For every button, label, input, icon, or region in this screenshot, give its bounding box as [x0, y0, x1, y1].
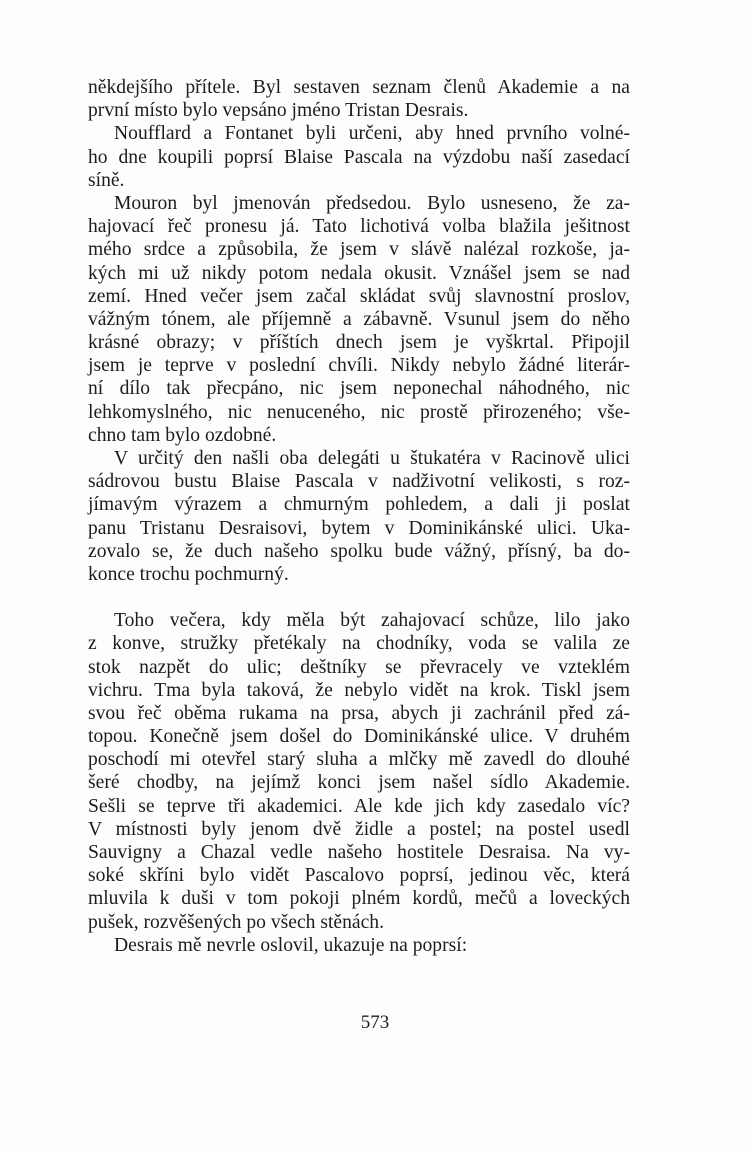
- text-line: ní dílo tak přecpáno, nic jsem neponechal náhodného, nic: [88, 378, 630, 400]
- text-line: kých mi už nikdy potom nedala okusit. Vznášel jsem se nad: [88, 262, 630, 284]
- text-line: z konve, stružky přetékaly na chodníky, voda se valila ze: [88, 633, 630, 655]
- paragraph: [88, 76, 630, 122]
- text-line: síně.: [88, 169, 125, 191]
- text-line: topou. Konečně jsem došel do Dominikánské ulice. V druhém: [88, 726, 630, 748]
- text-line: V určitý den našli oba delegáti u štukatéra v Racinově ulici: [114, 448, 630, 469]
- text-line: konce trochu pochmurný.: [88, 563, 289, 585]
- text-line: panu Tristanu Desraisovi, bytem v Dominikánské ulici. Uka-: [88, 517, 630, 539]
- text-line: Toho večera, kdy měla být zahajovací schůze, lilo jako: [114, 610, 630, 632]
- text-line: poschodí mi otevřel starý sluha a mlčky mě zavedl do dlouhé: [88, 749, 630, 771]
- text-line: zemí. Hned večer jsem začal skládat svůj slavnostní proslov,: [88, 285, 630, 307]
- text-line: jsem je teprve v poslední chvíli. Nikdy nebylo žádné literár-: [88, 355, 630, 377]
- paragraph: [88, 609, 630, 934]
- text-line: krásné obrazy; v příštích dnech jsem je vyškrtal. Připojil: [88, 332, 630, 354]
- text-line: Sauvigny a Chazal vedle našeho hostitele Desraisa. Na vy-: [88, 842, 630, 863]
- paragraph: [88, 192, 630, 447]
- text-line: sádrovou bustu Blaise Pascala v nadživotní velikosti, s roz-: [88, 471, 630, 493]
- text-line: mluvila k duši v tom pokoji plném kordů, mečů a loveckých: [88, 888, 630, 910]
- text-line: vážným tónem, ale příjemně a zábavně. Vsunul jsem do něho: [88, 308, 630, 330]
- text-line: ho dne koupili poprsí Blaise Pascala na výzdobu naší zasedací: [88, 146, 630, 168]
- page-number: 573: [360, 1012, 390, 1033]
- text-line: Sešli se teprve tři akademici. Ale kde jich kdy zasedalo víc?: [88, 795, 630, 817]
- text-line: soké skříni bylo vidět Pascalovo poprsí, jedinou věc, která: [88, 865, 630, 887]
- text-line: první místo bylo vepsáno jméno Tristan Desrais.: [88, 100, 469, 122]
- paragraph: [88, 447, 630, 586]
- text-line: Mouron byl jmenován předsedou. Bylo usneseno, že za-: [114, 192, 630, 214]
- text-line: V místnosti byly jenom dvě židle a postel; na postel usedl: [88, 818, 630, 840]
- text-line: mého srdce a způsobila, že jsem v slávě nalézal rozkoše, ja-: [88, 239, 630, 261]
- text-line: pušek, rozvěšených po všech stěnách.: [88, 911, 384, 933]
- text-line: Noufflard a Fontanet byli určeni, aby hned prvního volné-: [114, 123, 630, 145]
- paragraph: [88, 934, 630, 957]
- text-line: šeré chodby, na jejímž konci jsem našel sídlo Akademie.: [88, 772, 630, 794]
- text-line: lehkomyslného, nic nenuceného, nic prostě přirozeného; vše-: [88, 401, 630, 423]
- text-line: Desrais mě nevrle oslovil, ukazuje na poprsí:: [114, 934, 468, 956]
- text-line: chno tam bylo ozdobné.: [88, 424, 277, 446]
- text-line: zovalo se, že duch našeho spolku bude vážný, přísný, ba do-: [88, 540, 630, 562]
- text-line: svou řeč oběma rukama na prsa, abych ji zachránil před zá-: [88, 702, 630, 724]
- text-line: stok nazpět do ulic; deštníky se převracely ve vzteklém: [88, 656, 630, 678]
- body-text: [88, 76, 630, 957]
- text-line: někdejšího přítele. Byl sestaven seznam členů Akademie a na: [88, 77, 630, 98]
- text-line: hajovací řeč pronesu já. Tato lichotivá volba blažila ješitnost: [88, 216, 630, 238]
- text-line: vichru. Tma byla taková, že nebylo vidět na krok. Tiskl jsem: [88, 679, 630, 701]
- section-break: [88, 586, 630, 609]
- text-line: jímavým výrazem a chmurným pohledem, a dali ji poslat: [88, 494, 630, 516]
- paragraph: [88, 122, 630, 192]
